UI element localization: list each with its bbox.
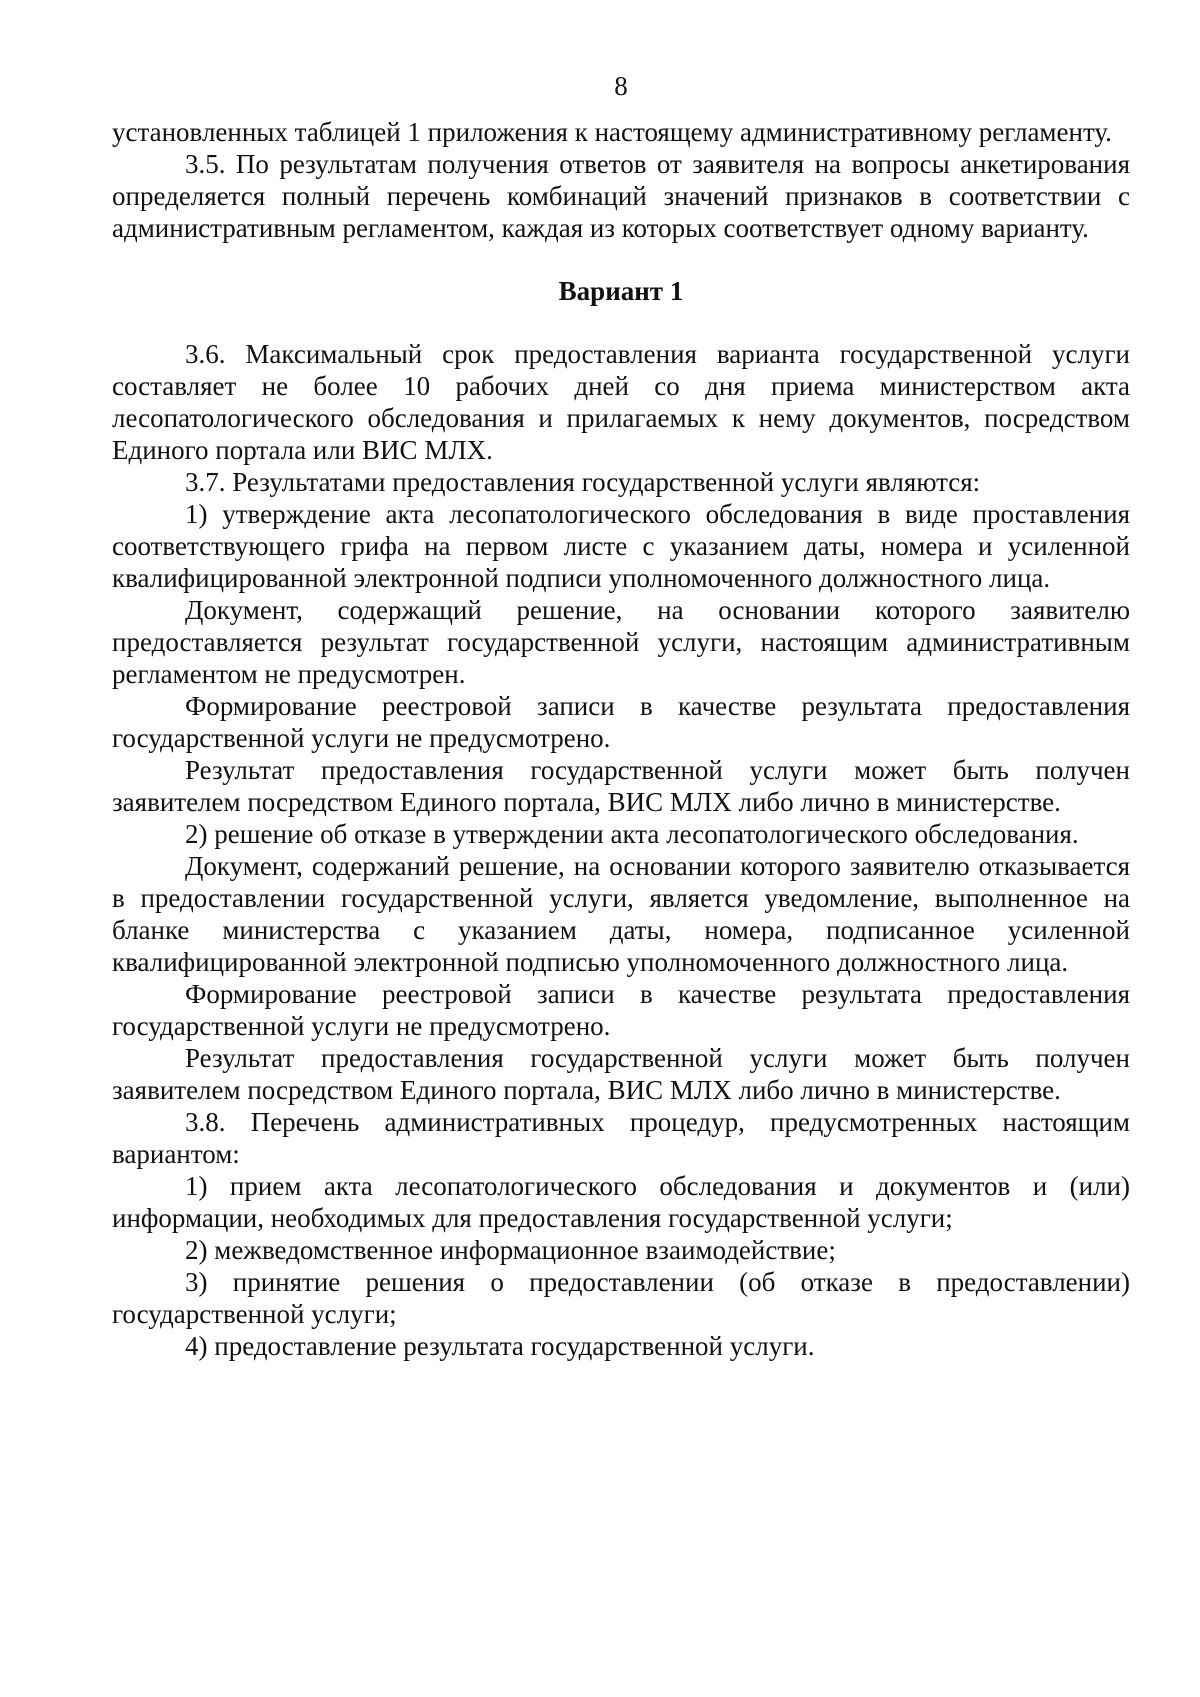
paragraph-registry-1: Формирование реестровой записи в качестве результата предоставления государственной услуги не предусмотрено.	[112, 691, 1130, 753]
paragraph-3-7: 3.7. Результатами предоставления государственной услуги являются:	[185, 467, 981, 497]
procedure-item-3: 3) принятие решения о предоставлении (об отказе в предоставлении) государственной услуги;	[112, 1267, 1130, 1329]
procedure-item-1: 1) прием акта лесопатологического обследования и документов и (или) информации, необходимых для предоставления государственной услуги;	[112, 1171, 1130, 1233]
section-heading: Вариант 1	[558, 276, 684, 306]
paragraph-receipt-2: Результат предоставления государственной услуги может быть получен заявителем посредством Единого портала, ВИС МЛХ либо лично в министерстве.	[112, 1043, 1130, 1105]
document-page	[112, 70, 1130, 1362]
paragraph-continuation: установленных таблицей 1 приложения к настоящему административному регламенту.	[112, 117, 1112, 147]
procedure-item-4: 4) предоставление результата государственной услуги.	[185, 1331, 815, 1361]
page-number: 8	[614, 71, 628, 101]
paragraph-document-1: Документ, содержащий решение, на основании которого заявителю предоставляется результат государственной услуги, настоящим административным регламентом не предусмотрен.	[112, 595, 1130, 689]
procedure-item-2: 2) межведомственное информационное взаимодействие;	[185, 1235, 836, 1265]
paragraph-receipt-1: Результат предоставления государственной услуги может быть получен заявителем посредством Единого портала, ВИС МЛХ либо лично в министерстве.	[112, 755, 1130, 817]
paragraph-result-2: 2) решение об отказе в утверждении акта лесопатологического обследования.	[185, 819, 1079, 849]
paragraph-3-6: 3.6. Максимальный срок предоставления варианта государственной услуги составляет не более 10 рабочих дней со дня приема министерством акта лесопатологического обследования и прилагаемых к нему документов, посредством Единого портала или ВИС МЛХ.	[112, 339, 1130, 465]
paragraph-3-5: 3.5. По результатам получения ответов от заявителя на вопросы анкетирования определяется полный перечень комбинаций значений признаков в соответствии с административным регламентом, каждая из которых соответствует одному варианту.	[112, 149, 1130, 243]
paragraph-document-2: Документ, содержаний решение, на основании которого заявителю отказывается в предоставлении государственной услуги, является уведомление, выполненное на бланке министерства с указанием даты, номера, подписанное усиленной квалифицированной электронной подписью уполномоченного должностного лица.	[112, 851, 1130, 977]
paragraph-3-8: 3.8. Перечень административных процедур, предусмотренных настоящим вариантом:	[112, 1107, 1130, 1169]
paragraph-result-1: 1) утверждение акта лесопатологического обследования в виде проставления соответствующего грифа на первом листе с указанием даты, номера и усиленной квалифицированной электронной подписи уполномоченного должностного лица.	[112, 499, 1130, 593]
paragraph-registry-2: Формирование реестровой записи в качестве результата предоставления государственной услуги не предусмотрено.	[112, 979, 1130, 1041]
